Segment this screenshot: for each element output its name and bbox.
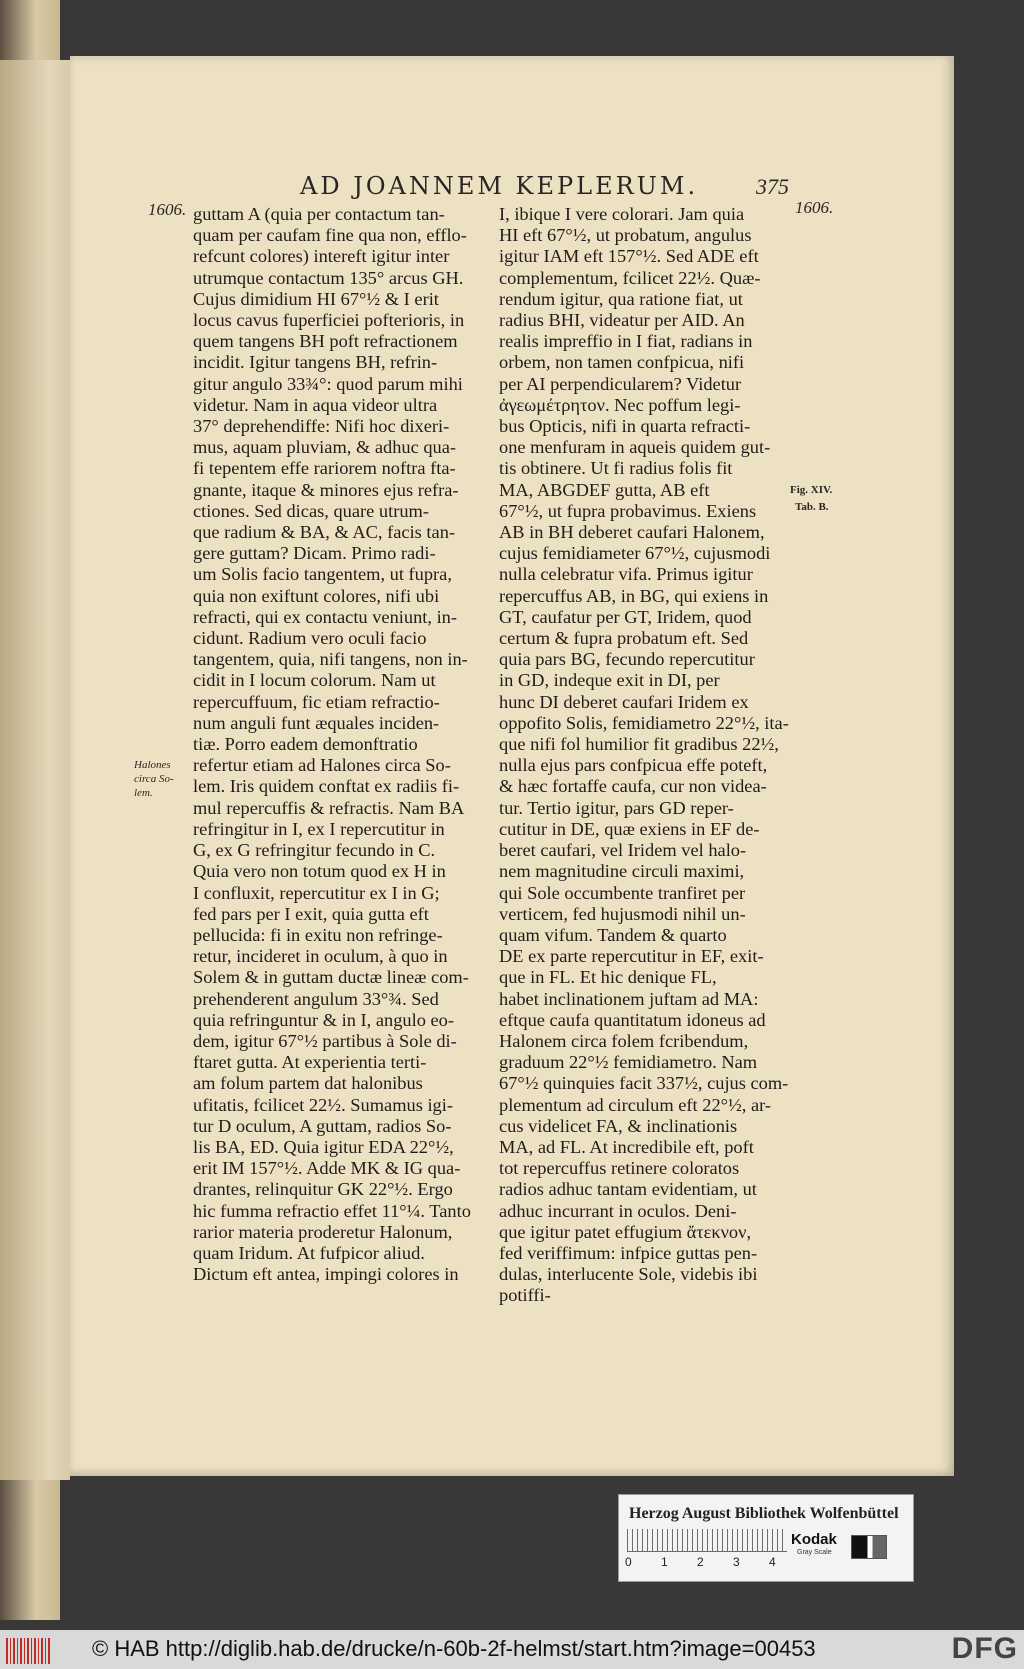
text-line: que nifi fol humilior fit gradibus 22½, (499, 734, 779, 755)
text-line: num anguli funt æquales inciden- (193, 712, 440, 733)
text-line: graduum 22°½ femidiametro. Nam (499, 1052, 758, 1073)
year-right: 1606. (795, 198, 834, 217)
text-line: DE ex parte repercutitur in EF, exit- (499, 946, 764, 967)
text-line: quam vifum. Tandem & quarto (499, 924, 727, 945)
text-line: potiffi- (499, 1285, 551, 1306)
text-line: cus videlicet FA, & inclinationis (499, 1115, 738, 1136)
text-line: rarior materia proderetur Halonum, (193, 1221, 453, 1242)
text-line: Dictum eft antea, impingi colores in (193, 1264, 459, 1285)
text-line: mul repercuffis & refractis. Nam BA (193, 797, 465, 818)
text-line: quem tangens BH poft refractionem (193, 331, 458, 352)
scale-ruler (627, 1529, 787, 1552)
text-line: refertur etiam ad Halones circa So- (193, 755, 451, 776)
text-line: fed pars per I exit, quia gutta eft (193, 903, 429, 924)
text-line: habet inclinationem juftam ad MA: (499, 988, 759, 1009)
text-line: prehenderent angulum 33°¾. Sed (193, 988, 439, 1009)
text-line: cidit in I locum colorum. Nam ut (193, 670, 436, 691)
text-line: incidit. Igitur tangens BH, refrin- (193, 352, 438, 373)
text-line: HI eft 67°½, ut probatum, angulus (499, 225, 752, 246)
text-line: quia non exiftunt colores, nifi ubi (193, 585, 440, 606)
year-left: 1606. (148, 200, 187, 219)
text-line: per AI perpendicularem? Videtur (499, 373, 742, 394)
text-line: & hæc fortaffe caufa, cur non videa- (499, 776, 767, 797)
dfg-logo: DFG (951, 1632, 1018, 1665)
text-line: G, ex G refringitur fecundo in C. (193, 840, 436, 861)
text-line: Quia vero non totum quod ex H in (193, 861, 446, 882)
page-number: 375 (756, 174, 789, 199)
text-line: 67°½, ut fupra probavimus. Exiens (499, 500, 757, 521)
text-line: refcunt colores) intereft igitur inter (193, 246, 450, 267)
facing-page-edge (0, 60, 70, 1480)
text-line: radius BHI, videatur per AID. An (499, 310, 745, 331)
text-line: que radium & BA, & AC, facis tan- (193, 522, 456, 543)
text-line: que in FL. Et hic denique FL, (499, 967, 717, 988)
text-line: hic fumma refractio effet 11°¼. Tanto (193, 1200, 471, 1221)
text-line: 67°½ quinquies facit 337½, cujus com- (499, 1073, 789, 1094)
text-line: repercuffuum, fic etiam refractio- (193, 691, 440, 712)
text-line: beret caufari, vel Iridem vel halo- (499, 840, 747, 861)
gray-scale-label: Gray Scale (797, 1549, 832, 1556)
text-line: 37° deprehendiffe: Nifi hoc dixeri- (193, 416, 450, 437)
text-line: orbem, non tamen confpicua, nifi (499, 352, 745, 373)
text-line: pellucida: fi in exitu non refringe- (193, 924, 443, 945)
text-line: utrumque contactum 135° arcus GH. (193, 267, 464, 288)
text-line: quia refringuntur & in I, angulo eo- (193, 1009, 454, 1030)
text-line: cujus femidiameter 67°½, cujusmodi (499, 543, 771, 564)
text-line: tur D oculum, A guttam, radios So- (193, 1115, 452, 1136)
text-line: tiæ. Porro eadem demonftratio (193, 734, 418, 755)
text-line: dem, igitur 67°½ partibus à Sole di- (193, 1030, 457, 1051)
text-line: refringitur in I, ex I repercutitur in (193, 818, 445, 839)
text-line: Halonem circa folem fcribendum, (499, 1030, 749, 1051)
text-line: locus cavus fuperficiei pofterioris, in (193, 310, 465, 331)
text-line: one menfuram in aqueis quidem gut- (499, 437, 771, 458)
text-line: eftque caufa quantitatum idoneus ad (499, 1009, 766, 1030)
text-line: fi tepentem effe rariorem noftra fta- (193, 458, 456, 479)
gray-swatch (851, 1535, 887, 1559)
kodak-logo: Kodak (791, 1531, 837, 1548)
text-line: tangentem, quia, nifi tangens, non in- (193, 649, 468, 670)
text-line: nem magnitudine circuli maximi, (499, 861, 745, 882)
text-line: tur. Tertio igitur, pars GD reper- (499, 797, 734, 818)
copyright-url[interactable]: © HAB http://diglib.hab.de/drucke/n-60b-2f-helmst/start.htm?image=00453 (92, 1636, 816, 1661)
text-line: ufitatis, fcilicet 22½. Sumamus igi- (193, 1094, 453, 1115)
text-line: retur, incideret in oculum, à quo in (193, 946, 448, 967)
text-line: I confluxit, repercutitur ex I in G; (193, 882, 440, 903)
text-line: I, ibique I vere colorari. Jam quia (499, 204, 745, 224)
margin-note-figure: Fig. XIV. (790, 484, 833, 496)
text-line: MA, ad FL. At incredibile eft, poft (499, 1136, 754, 1157)
text-line: lem. Iris quidem conftat ex radiis fi- (193, 776, 460, 797)
text-line: GT, caufatur per GT, Iridem, quod (499, 606, 752, 627)
text-line: fed veriffimum: infpice guttas pen- (499, 1242, 758, 1263)
text-line: gere guttam? Dicam. Primo radi- (193, 543, 436, 564)
text-line: oppofito Solis, femidiametro 22°½, ita- (499, 712, 789, 733)
text-line: gnante, itaque & minores ejus refra- (193, 479, 459, 500)
text-line: AB in BH deberet caufari Halonem, (499, 522, 765, 543)
text-line: tot repercuffus retinere coloratos (499, 1158, 740, 1179)
text-line: dulas, interlucente Sole, videbis ibi (499, 1264, 758, 1285)
scan-reference-card: Herzog August Bibliothek Wolfenbüttel 0 1 2 3 4 Kodak Gray Scale (618, 1494, 914, 1582)
margin-note-halones: Halones circa So- lem. (134, 759, 174, 799)
text-line: nulla ejus pars confpicua effe poteft, (499, 755, 768, 776)
text-line: quam Iridum. At fufpicor aliud. (193, 1242, 425, 1263)
text-line: ἀγεωμέτρητον. Nec poffum legi- (499, 394, 741, 415)
text-line: Solem & in guttam ductæ lineæ com- (193, 967, 469, 988)
text-line: gitur angulo 33¾°: quod parum mihi (193, 373, 463, 394)
text-line: cidunt. Radium vero oculi facio (193, 628, 427, 649)
text-line: repercuffus AB, in BG, qui exiens in (499, 585, 769, 606)
text-line: bus Opticis, nifi in quarta refracti- (499, 416, 751, 437)
text-line: quia pars BG, fecundo repercutitur (499, 649, 755, 670)
text-line: am folum partem dat halonibus (193, 1073, 423, 1094)
text-line: quam per caufam fine qua non, efflo- (193, 225, 467, 246)
text-line: cutitur in DE, quæ exiens in EF de- (499, 818, 760, 839)
text-line: mus, aquam pluviam, & adhuc qua- (193, 437, 457, 458)
text-line: radios adhuc tantam evidentiam, ut (499, 1179, 757, 1200)
text-line: adhuc incurrant in oculos. Deni- (499, 1200, 737, 1221)
text-line: Cujus dimidium HI 67°½ & I erit (193, 288, 439, 309)
running-title: AD JOANNEM KEPLERUM. (300, 172, 699, 200)
text-line: ctiones. Sed dicas, quare utrum- (193, 500, 429, 521)
text-line: rendum igitur, qua ratione fiat, ut (499, 288, 743, 309)
left-text-column (193, 204, 485, 1285)
text-line: certum & fupra probatum eft. Sed (499, 628, 749, 649)
viewer-footer (0, 1630, 1024, 1669)
text-line: hunc DI deberet caufari Iridem ex (499, 691, 749, 712)
text-line: que igitur patet effugium ἄτεκνον, (499, 1221, 752, 1242)
text-line: in GD, indeque exit in DI, per (499, 670, 720, 691)
barcode-icon (6, 1638, 50, 1664)
text-line: complementum, fcilicet 22½. Quæ- (499, 267, 761, 288)
text-line: um Solis facio tangentem, ut fupra, (193, 564, 452, 585)
margin-note-table: Tab. B. (795, 501, 829, 513)
text-line: refracti, qui ex contactu veniunt, in- (193, 606, 458, 627)
text-line: guttam A (quia per contactum tan- (193, 204, 445, 224)
text-line: plementum ad circulum eft 22°½, ar- (499, 1094, 772, 1115)
text-line: verticem, fed hujusmodi nihil un- (499, 903, 746, 924)
text-line: lis BA, ED. Quia igitur EDA 22°½, (193, 1136, 454, 1157)
text-line: ftaret gutta. At experientia terti- (193, 1052, 427, 1073)
text-line: MA, ABGDEF gutta, AB eft (499, 479, 710, 500)
text-line: realis impreffio in I fiat, radians in (499, 331, 753, 352)
text-line: videtur. Nam in aqua videor ultra (193, 394, 438, 415)
right-text-column (499, 204, 791, 1307)
text-line: igitur IAM eft 157°½. Sed ADE eft (499, 246, 759, 267)
text-line: qui Sole occumbente tranfiret per (499, 882, 746, 903)
text-line: nulla celebratur vifa. Primus igitur (499, 564, 753, 585)
text-line: tis obtinere. Ut fi radius folis fit (499, 458, 733, 479)
text-line: drantes, relinquitur GK 22°½. Ergo (193, 1179, 453, 1200)
library-name: Herzog August Bibliothek Wolfenbüttel (629, 1505, 899, 1522)
text-line: erit IM 157°½. Adde MK & IG qua- (193, 1158, 461, 1179)
